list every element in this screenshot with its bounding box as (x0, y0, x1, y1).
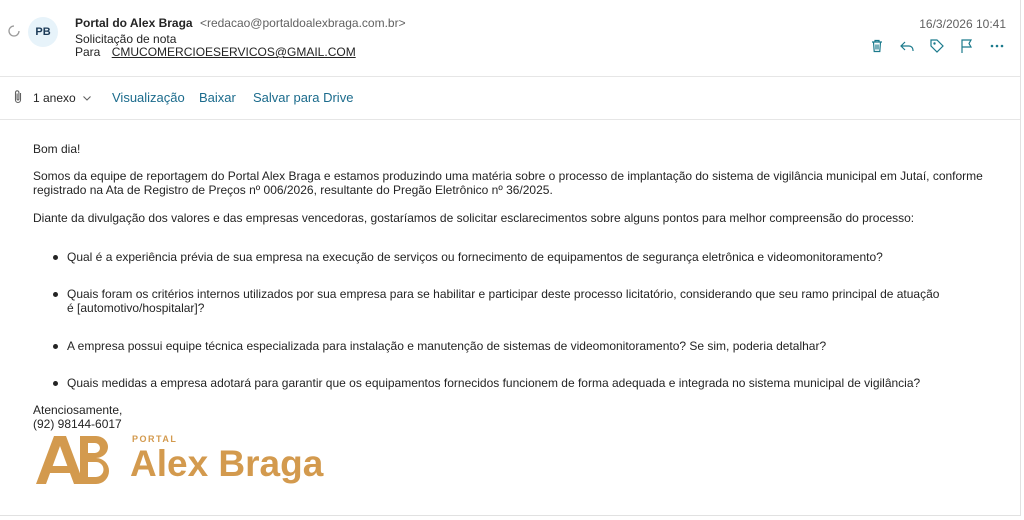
more-button[interactable] (988, 37, 1006, 55)
attachment-count-dropdown[interactable] (33, 91, 92, 105)
portal-alex-braga-logo (34, 430, 354, 486)
delete-icon (869, 38, 885, 54)
save-to-drive-link[interactable]: Salvar para Drive (253, 90, 354, 105)
sender-name[interactable]: Portal do Alex Braga (75, 16, 193, 30)
logo-small-text: PORTAL (132, 434, 178, 444)
more-icon (989, 38, 1005, 54)
subject: Solicitação de nota (75, 32, 177, 46)
list-item: Quais medidas a empresa adotará para garantir que os equipamentos fornecidos funcionem de forma adequada e integrada no sistema municipal de vigilância? (67, 376, 947, 390)
list-item: A empresa possui equipe técnica especializada para instalação e manutenção de sistemas de videomonitoramento? Se sim, poderia detalhar? (67, 339, 947, 353)
loading-icon (8, 25, 20, 37)
download-link[interactable]: Baixar (199, 90, 236, 105)
avatar[interactable]: PB (28, 17, 58, 47)
sender-email: <redacao@portaldoalexbraga.com.br> (199, 16, 406, 30)
flag-icon (959, 38, 975, 54)
to-address[interactable]: CMUCOMERCIOESERVICOS@GMAIL.COM (111, 45, 356, 59)
list-item: Quais foram os critérios internos utilizados por sua empresa para se habilitar e participar deste processo licitatório, considerando que seu ramo principal de atuação é [automotivo/hospitalar]? (67, 287, 947, 315)
phone-number: (92) 98144-6017 (33, 417, 122, 431)
list-item: Qual é a experiência prévia de sua empresa na execução de serviços ou fornecimento de equipamentos de segurança eletrônica e videomonitoramento? (67, 250, 947, 264)
flag-button[interactable] (958, 37, 976, 55)
closing: Atenciosamente, (33, 403, 123, 417)
attachment-bar (0, 77, 1020, 120)
logo-big-text: Alex Braga (130, 443, 324, 484)
chevron-down-icon (82, 93, 92, 103)
preview-link[interactable]: Visualização (112, 90, 185, 105)
reply-icon (899, 38, 915, 54)
message-header (0, 0, 1020, 77)
request-paragraph: Diante da divulgação dos valores e das empresas vencedoras, gostaríamos de solicitar esclarecimentos sobre alguns pontos para melhor compreensão do processo: (33, 211, 915, 225)
tag-button[interactable] (928, 37, 946, 55)
reply-button[interactable] (898, 37, 916, 55)
paperclip-icon (12, 89, 24, 105)
delete-button[interactable] (868, 37, 886, 55)
sender[interactable] (75, 16, 406, 30)
tag-icon (929, 38, 945, 54)
intro-paragraph: Somos da equipe de reportagem do Portal Alex Braga e estamos produzindo uma matéria sobre o processo de implantação do sistema de vigilância municipal em Jutaí, conforme registrado na Ata de Registro de Preços nº 006/2026, resultante do Pregão Eletrônico nº 36/2025. (33, 169, 983, 197)
to-line (75, 45, 356, 59)
received-datetime: 16/3/2026 10:41 (919, 17, 1006, 31)
greeting: Bom dia! (33, 142, 81, 156)
message-actions (868, 37, 1006, 55)
to-label: Para (75, 45, 101, 59)
attachment-count: 1 anexo (33, 91, 76, 105)
